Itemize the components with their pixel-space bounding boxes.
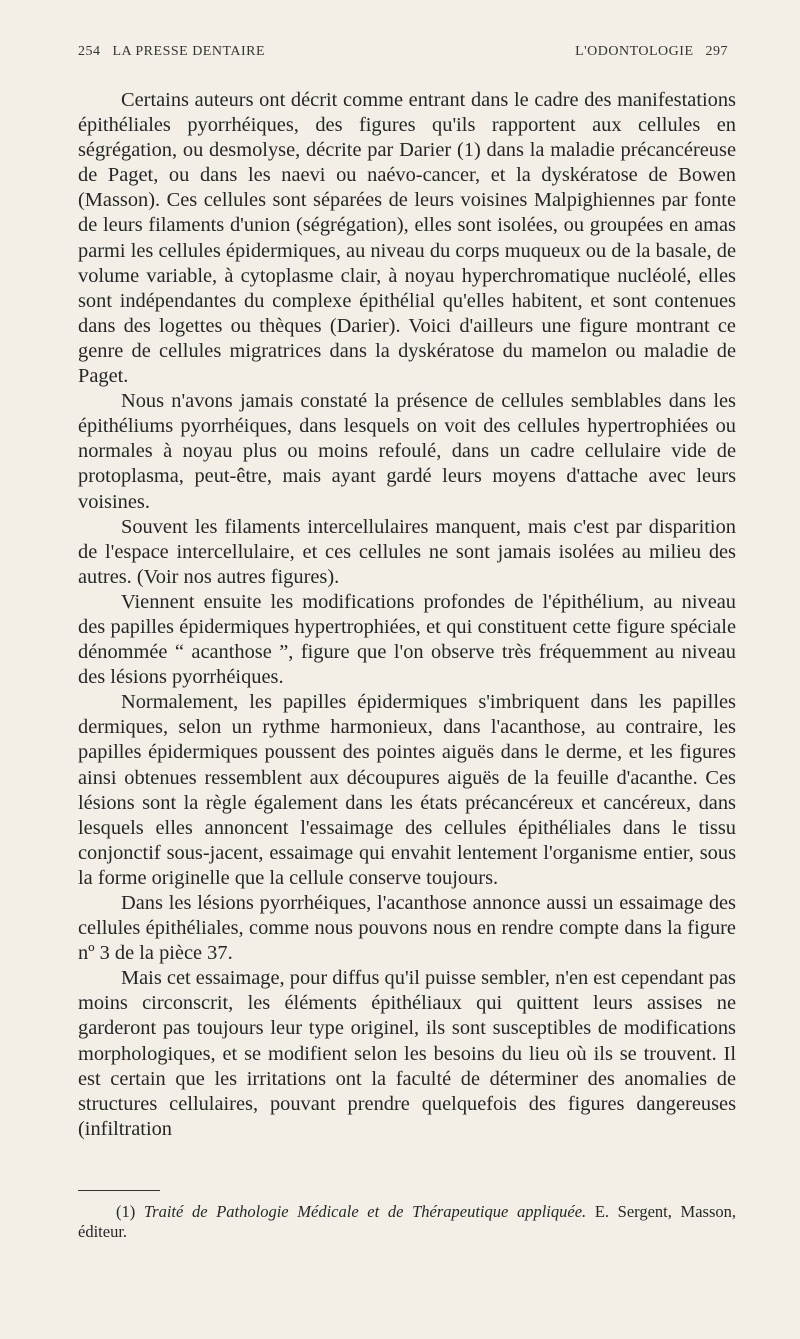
footnote-publisher: E. Sergent, Masson, éditeur. bbox=[78, 1202, 737, 1241]
footnote-divider bbox=[78, 1190, 160, 1191]
left-page-number: 254 bbox=[78, 44, 101, 59]
paragraph-2: Nous n'avons jamais constaté la présence de cellules semblables dans les épithéliums pyorrhéiques, dans lesquels on voit des cellules hypertrophiées ou normales à noyau plus ou moins refoulé, dans un cadre cellulaire vide de protoplasma, peut-être, mais ayant gardé leurs moyens d'attache avec leurs voisines. bbox=[78, 390, 736, 513]
footnote bbox=[78, 1202, 736, 1242]
paragraph-4: Viennent ensuite les modifications profondes de l'épithélium, au niveau des papilles épidermiques hypertrophiées, et qui constituent cette figure spéciale dénommée “ acanthose ”, figure que l'on observe très fréquemment au niveau des lésions pyorrhéiques. bbox=[78, 590, 736, 689]
right-page-number: 297 bbox=[705, 44, 728, 59]
footnote-title: Traité de Pathologie Médicale et de Thérapeutique appliquée. bbox=[143, 1202, 587, 1221]
paragraph-7: Mais cet essaimage, pour diffus qu'il puisse sembler, n'en est cependant pas moins circonscrit, les éléments épithéliaux qui quittent leurs assises ne garderont pas toujours leur type originel, ils sont susceptibles de modifications morphologiques, et se modifient selon les besoins du lieu où ils se trouvent. Il est certain que les irritations ont la faculté de déterminer des anomalies de structures cellulaires, pouvant prendre quelquefois des figures dangereuses (infiltration bbox=[78, 967, 736, 1140]
paragraph-1: Certains auteurs ont décrit comme entrant dans le cadre des manifestations épithéliales pyorrhéiques, des figures qu'ils rapportent aux cellules en ségrégation, ou desmolyse, décrite par Darier (1) dans la maladie précancéreuse de Paget, ou dans les naevi ou naévo-cancer, et la dyskératose de Bowen (Masson). Ces cellules sont séparées de leurs voisines Malpighiennes par fonte de leurs filaments d'union (ségrégation), elles sont isolées, ou groupées en amas parmi les cellules épidermiques, au niveau du corps muqueux ou de la basale, de volume variable, à cytoplasme clair, à noyau hyperchromatique nucléolé, elles sont indépendantes du complexe épithélial qu'elles habitent, et sont contenues dans des logettes ou thèques (Darier). Voici d'ailleurs une figure montrant ce genre de cellules migratrices dans la dyskératose du mamelon ou maladie de Paget. bbox=[78, 89, 736, 388]
article-body bbox=[78, 88, 736, 1142]
paragraph-5: Normalement, les papilles épidermiques s'imbriquent dans les papilles dermiques, selon un rythme harmonieux, dans l'acanthose, au contraire, les papilles épidermiques poussent des pointes aiguës dans le derme, et les figures ainsi obtenues ressemblent aux découpures aiguës de la feuille d'acanthe. Ces lésions sont la règle également dans les états précancéreux et cancéreux, dans lesquels elles annoncent l'essaimage des cellules épithéliales dans le tissu conjonctif sous-jacent, essaimage qui envahit lentement l'organisme entier, sous la forme originelle que la cellule conserve toujours. bbox=[78, 691, 736, 889]
footnote-marker: (1) bbox=[116, 1202, 136, 1221]
paragraph-3: Souvent les filaments intercellulaires manquent, mais c'est par disparition de l'espace intercellulaire, et ces cellules ne sont jamais isolées au milieu des autres. (Voir nos autres figures). bbox=[78, 515, 736, 588]
header-right bbox=[575, 44, 736, 60]
left-journal-title: LA PRESSE DENTAIRE bbox=[112, 44, 266, 59]
running-header bbox=[78, 44, 736, 60]
header-left bbox=[78, 44, 273, 60]
paragraph-6: Dans les lésions pyorrhéiques, l'acanthose annonce aussi un essaimage des cellules épithéliales, comme nous pouvons nous en rendre compte dans la figure nº 3 de la pièce 37. bbox=[78, 892, 736, 965]
right-journal-title: L'ODONTOLOGIE bbox=[575, 44, 694, 59]
